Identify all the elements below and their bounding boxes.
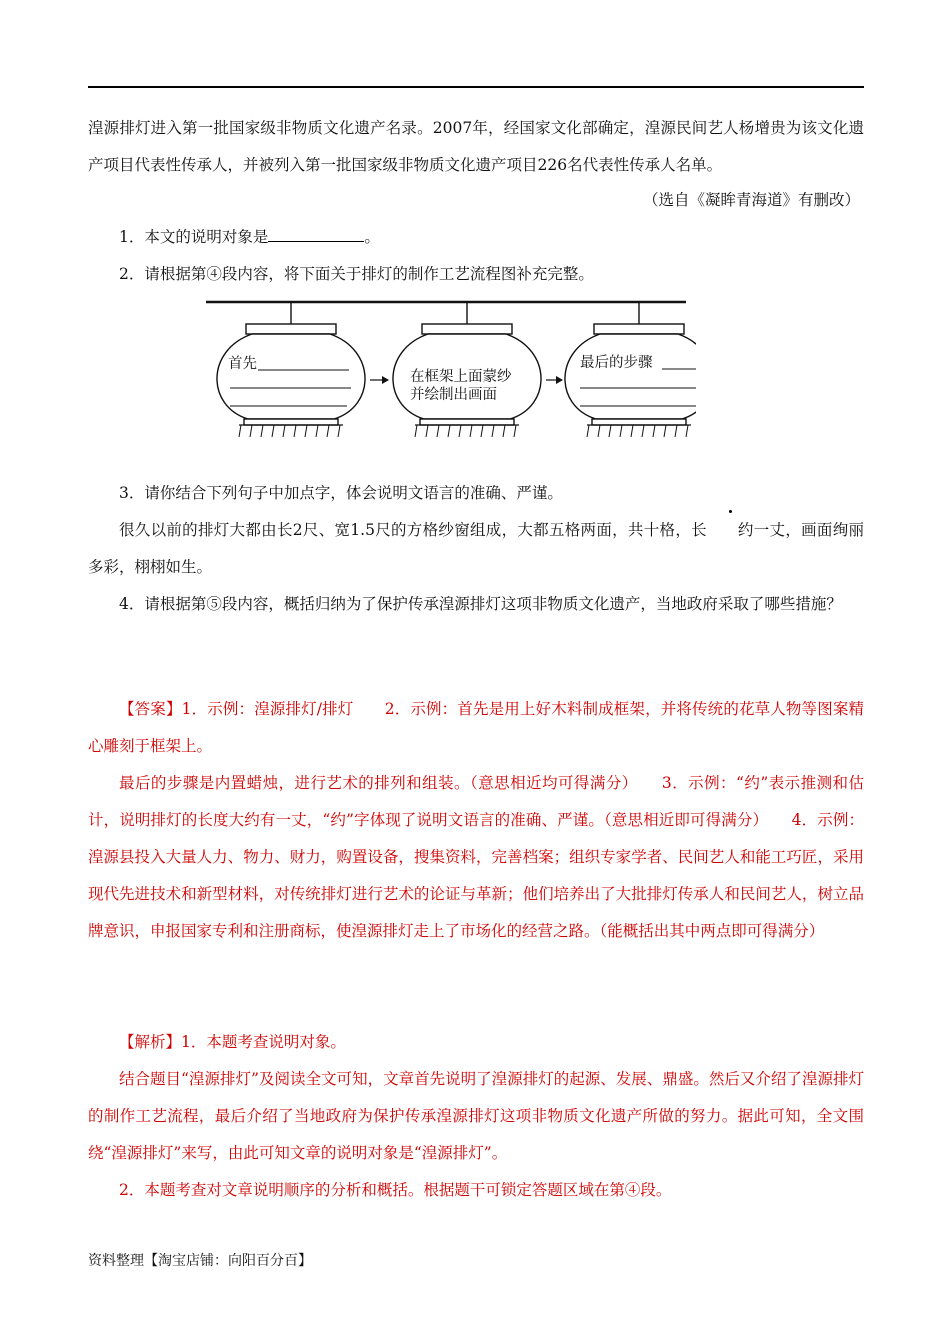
passage-paragraph: 湟源排灯进入第一批国家级非物质文化遗产名录。2007年，经国家文化部确定，湟源民间艺人杨增贵为该文化遗产项目代表性传承人，并被列入第一批国家级非物质文化遗产项目226名代表性传承人名单。 [88, 119, 864, 174]
footer-note: 资料整理【淘宝店铺：向阳百分百】 [88, 1253, 312, 1269]
analysis-tag: 【解析】 [119, 1033, 182, 1051]
dotted-character: 约 [707, 512, 754, 549]
analysis-line-2: 结合题目“湟源排灯”及阅读全文可知，文章首先说明了湟源排灯的起源、发展、鼎盛。然后又介绍了湟源排灯的制作工艺流程，最后介绍了当地政府为保护传承湟源排灯这项非物质文化遗产所做的努力。据此可知，全文围绕“湟源排灯”来写，由此可知文章的说明对象是“湟源排灯”。 [88, 1070, 864, 1162]
answer-tag: 【答案】 [119, 700, 182, 718]
question-2: 2．请根据第④段内容，将下面关于排灯的制作工艺流程图补充完整。 [119, 265, 594, 283]
source-citation: （选自《凝眸青海道》有删改） [642, 191, 860, 209]
sentence-part-1: 很久以前的排灯大都由长2尺、宽1.5尺的方格纱窗组成，大都五格两面，共十格，长 [119, 521, 707, 539]
lamp-3 [565, 302, 696, 437]
question-4: 4．请根据第⑤段内容，概括归纳为了保护传承湟源排灯这项非物质文化遗产，当地政府采取了哪些措施？ [119, 595, 842, 613]
question-1 [88, 219, 864, 256]
lamp-1 [217, 302, 365, 437]
analysis-text-1: 1．本题考查说明对象。 [181, 1033, 346, 1051]
lamp-flow-diagram [206, 294, 696, 454]
question-3: 3．请你结合下列句子中加点字，体会说明文语言的准确、严谨。 [119, 484, 563, 502]
answer-line-2: 最后的步骤是内置蜡烛，进行艺术的排列和组装。（意思相近均可得满分） 3．示例：“约”表示推测和估计，说明排灯的长度大约有一丈，“约”字体现了说明文语言的准确、严谨。（意思相近即可得满分） 4．示例：湟源县投入大量人力、物力、财力，购置设备，搜集资料，完善档案；组织专家学者、民间艺人和能工巧匠，采用现代先进技术和新型材料，对传统排灯进行艺术的论证与革新；他们培养出了大批排灯传承人和民间艺人，树立品牌意识，申报国家专利和注册商标，使湟源排灯走上了市场化的经营之路。（能概括出其中两点即可得满分） [88, 774, 864, 940]
flow-arrow-1 [370, 376, 389, 384]
answer-blank[interactable] [268, 227, 364, 242]
analysis-line-1 [88, 1024, 864, 1061]
lamp-2-line-1: 在框架上面蒙纱 [410, 369, 512, 385]
lamp-2 [393, 302, 541, 437]
answer-text-1: 1．示例：湟源排灯/排灯 2．示例：首先是用上好木料制成框架，并将传统的花草人物等图案精心雕刻于框架上。 [88, 700, 864, 755]
question-3-sentence [88, 512, 864, 586]
lamp-3-label: 最后的步骤 [580, 355, 653, 371]
lamp-1-label: 首先 [228, 356, 257, 372]
header-rule [88, 86, 864, 88]
question-1-end: 。 [364, 228, 380, 246]
question-1-text: 1．本文的说明对象是 [119, 228, 269, 246]
flow-arrow-2 [546, 376, 563, 384]
sentence-part-2: 一丈，画面绚丽多彩，栩栩如生。 [88, 521, 864, 576]
lamp-2-line-2: 并绘制出画面 [410, 387, 497, 403]
analysis-line-3: 2．本题考查对文章说明顺序的分析和概括。根据题干可锁定答题区域在第④段。 [119, 1181, 672, 1199]
answer-line-1 [88, 691, 864, 765]
